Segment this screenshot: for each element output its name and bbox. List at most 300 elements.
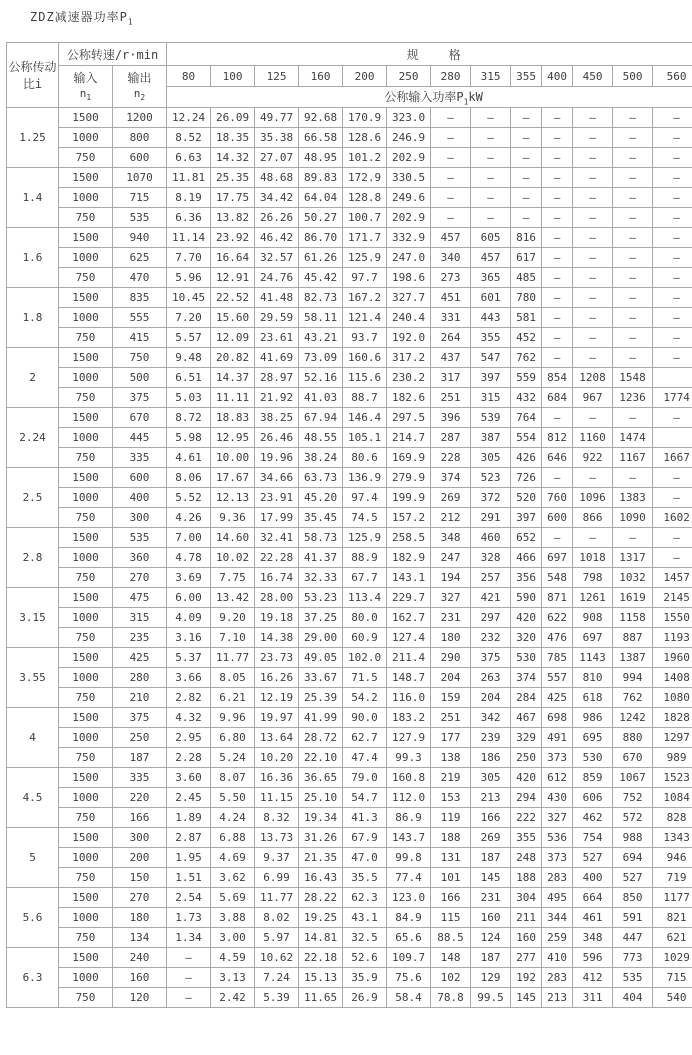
power-value-cell: — xyxy=(573,108,613,128)
power-value-cell: — xyxy=(613,148,653,168)
size-column-header: 80 xyxy=(167,66,211,87)
power-value-cell: 5.37 xyxy=(167,648,211,668)
power-value-cell: 138 xyxy=(431,748,471,768)
power-value-cell: 348 xyxy=(431,528,471,548)
power-value-cell: 535 xyxy=(613,968,653,988)
output-speed-cell: 600 xyxy=(113,148,167,168)
power-value-cell: 258.5 xyxy=(387,528,431,548)
power-value-cell: 123.0 xyxy=(387,888,431,908)
power-value-cell: 32.41 xyxy=(255,528,299,548)
power-value-cell: 99.5 xyxy=(471,988,511,1008)
power-value-cell: 554 xyxy=(511,428,542,448)
power-value-cell: 9.36 xyxy=(211,508,255,528)
power-value-cell: 1317 xyxy=(613,548,653,568)
power-value-cell: 495 xyxy=(542,888,573,908)
power-value-cell: 887 xyxy=(613,628,653,648)
power-value-cell: 1158 xyxy=(613,608,653,628)
output-speed-cell: 210 xyxy=(113,688,167,708)
power-value-cell: 1236 xyxy=(613,388,653,408)
power-value-cell: 43.21 xyxy=(299,328,343,348)
ratio-column-header xyxy=(7,43,59,108)
power-value-cell: 119 xyxy=(431,808,471,828)
table-row xyxy=(7,188,692,208)
output-label: 输出 xyxy=(128,71,152,85)
power-value-cell: 523 xyxy=(471,468,511,488)
power-value-cell: — xyxy=(653,228,692,248)
output-speed-cell: 470 xyxy=(113,268,167,288)
power-value-cell: 73.09 xyxy=(299,348,343,368)
output-speed-cell: 670 xyxy=(113,408,167,428)
table-row xyxy=(7,228,692,248)
power-table-body xyxy=(7,108,692,1008)
power-value-cell: 1408 xyxy=(653,668,692,688)
power-value-cell: — xyxy=(542,208,573,228)
power-value-cell: 41.3 xyxy=(343,808,387,828)
ratio-cell: 1.8 xyxy=(7,288,59,348)
output-speed-cell: 400 xyxy=(113,488,167,508)
power-value-cell: — xyxy=(431,188,471,208)
output-speed-cell: 300 xyxy=(113,828,167,848)
power-value-cell: 11.77 xyxy=(211,648,255,668)
power-value-cell: 177 xyxy=(431,728,471,748)
power-value-cell: 1193 xyxy=(653,628,692,648)
power-value-cell: 48.55 xyxy=(299,428,343,448)
power-value-cell: 1960 xyxy=(653,648,692,668)
output-speed-cell: 600 xyxy=(113,468,167,488)
input-speed-cell: 1000 xyxy=(59,488,113,508)
power-value-cell: — xyxy=(573,208,613,228)
power-value-cell: 26.46 xyxy=(255,428,299,448)
power-value-cell: 1018 xyxy=(573,548,613,568)
power-value-cell: 231 xyxy=(431,608,471,628)
power-value-cell: 35.5 xyxy=(343,868,387,888)
power-value-cell: 652 xyxy=(511,528,542,548)
power-value-cell: 21.35 xyxy=(299,848,343,868)
power-value-cell: 99.8 xyxy=(387,848,431,868)
power-value-cell: 10.45 xyxy=(167,288,211,308)
power-value-cell: 452 xyxy=(511,328,542,348)
power-value-cell: 330.5 xyxy=(387,168,431,188)
table-row xyxy=(7,468,692,488)
power-value-cell: 105.1 xyxy=(343,428,387,448)
power-value-cell: 355 xyxy=(511,828,542,848)
output-speed-cell: 625 xyxy=(113,248,167,268)
power-value-cell: — xyxy=(542,148,573,168)
power-value-cell: 32.5 xyxy=(343,928,387,948)
output-speed-cell: 940 xyxy=(113,228,167,248)
power-value-cell: 182.9 xyxy=(387,548,431,568)
power-value-cell: 1523 xyxy=(653,768,692,788)
input-speed-cell: 750 xyxy=(59,268,113,288)
power-value-cell: — xyxy=(542,168,573,188)
output-speed-cell: 415 xyxy=(113,328,167,348)
power-value-cell: 1067 xyxy=(613,768,653,788)
power-value-cell: 199.9 xyxy=(387,488,431,508)
input-speed-cell: 1500 xyxy=(59,588,113,608)
power-value-cell: — xyxy=(613,128,653,148)
input-speed-cell: 1000 xyxy=(59,548,113,568)
power-value-cell: 290 xyxy=(431,648,471,668)
power-value-cell: 283 xyxy=(542,968,573,988)
power-value-cell: 7.70 xyxy=(167,248,211,268)
power-value-cell: — xyxy=(653,188,692,208)
power-value-cell: 2.28 xyxy=(167,748,211,768)
power-value-cell: 6.00 xyxy=(167,588,211,608)
power-value-cell: 187 xyxy=(471,948,511,968)
power-value-cell: 37.25 xyxy=(299,608,343,628)
power-value-cell: 1550 xyxy=(653,608,692,628)
power-value-cell: 1774 xyxy=(653,388,692,408)
size-column-header: 280 xyxy=(431,66,471,87)
power-value-cell: 112.0 xyxy=(387,788,431,808)
power-value-cell: 420 xyxy=(511,608,542,628)
power-value-cell: 58.4 xyxy=(387,988,431,1008)
ratio-cell: 2.5 xyxy=(7,468,59,528)
power-value-cell: 162.7 xyxy=(387,608,431,628)
power-value-cell: 12.13 xyxy=(211,488,255,508)
power-value-cell: 65.6 xyxy=(387,928,431,948)
power-value-cell: 11.65 xyxy=(299,988,343,1008)
power-value-cell: 828 xyxy=(653,808,692,828)
power-rating-table xyxy=(6,42,692,1008)
power-value-cell: 2.87 xyxy=(167,828,211,848)
power-value-cell: 1667 xyxy=(653,448,692,468)
ratio-cell: 2.24 xyxy=(7,408,59,468)
power-value-cell: 186 xyxy=(471,748,511,768)
table-row xyxy=(7,568,692,588)
power-value-cell: 397 xyxy=(511,508,542,528)
power-value-cell: 304 xyxy=(511,888,542,908)
power-value-cell: 204 xyxy=(471,688,511,708)
power-value-cell: 4.69 xyxy=(211,848,255,868)
power-value-cell: 328 xyxy=(471,548,511,568)
power-value-cell: — xyxy=(613,208,653,228)
power-value-cell: 11.81 xyxy=(167,168,211,188)
output-speed-cell: 160 xyxy=(113,968,167,988)
output-speed-cell: 750 xyxy=(113,348,167,368)
table-row xyxy=(7,128,692,148)
power-value-cell: 404 xyxy=(613,988,653,1008)
table-row xyxy=(7,728,692,748)
table-row xyxy=(7,648,692,668)
power-value-cell: 548 xyxy=(542,568,573,588)
table-row xyxy=(7,608,692,628)
power-value-cell: 400 xyxy=(573,868,613,888)
power-value-cell: 752 xyxy=(613,788,653,808)
power-value-cell: — xyxy=(471,188,511,208)
power-value-cell: 25.35 xyxy=(211,168,255,188)
power-value-cell: 11.14 xyxy=(167,228,211,248)
power-value-cell: 82.73 xyxy=(299,288,343,308)
power-value-cell: 287 xyxy=(431,428,471,448)
size-column-header: 560 xyxy=(653,66,692,87)
power-value-cell: 697 xyxy=(573,628,613,648)
power-value-cell: 331 xyxy=(431,308,471,328)
power-value-cell: 34.42 xyxy=(255,188,299,208)
output-speed-cell: 200 xyxy=(113,848,167,868)
power-value-cell: 63.73 xyxy=(299,468,343,488)
table-row xyxy=(7,368,692,388)
input-speed-cell: 1500 xyxy=(59,528,113,548)
power-value-cell: 485 xyxy=(511,268,542,288)
power-value-cell: 1.95 xyxy=(167,848,211,868)
power-value-cell: — xyxy=(653,288,692,308)
power-value-cell: 329 xyxy=(511,728,542,748)
power-value-cell: 11.15 xyxy=(255,788,299,808)
power-value-cell: 115.6 xyxy=(343,368,387,388)
table-row xyxy=(7,248,692,268)
power-value-cell: 46.42 xyxy=(255,228,299,248)
output-speed-cell: 555 xyxy=(113,308,167,328)
power-value-cell: 437 xyxy=(431,348,471,368)
table-row xyxy=(7,828,692,848)
output-speed-cell: 280 xyxy=(113,668,167,688)
power-value-cell: 124 xyxy=(471,928,511,948)
power-value-cell: 16.64 xyxy=(211,248,255,268)
power-value-cell: — xyxy=(511,128,542,148)
power-value-cell: 239 xyxy=(471,728,511,748)
power-value-cell: 160 xyxy=(511,928,542,948)
input-speed-cell: 1000 xyxy=(59,128,113,148)
power-value-cell: — xyxy=(542,528,573,548)
power-value-cell: 6.63 xyxy=(167,148,211,168)
power-value-cell: 340 xyxy=(431,248,471,268)
power-value-cell: — xyxy=(511,168,542,188)
power-value-cell: 13.82 xyxy=(211,208,255,228)
output-speed-cell: 315 xyxy=(113,608,167,628)
power-value-cell: 100.7 xyxy=(343,208,387,228)
power-value-cell: 80.6 xyxy=(343,448,387,468)
power-value-cell: 143.7 xyxy=(387,828,431,848)
power-value-cell: 15.60 xyxy=(211,308,255,328)
power-value-cell: 31.26 xyxy=(299,828,343,848)
power-value-cell: 26.9 xyxy=(343,988,387,1008)
power-value-cell: 25.10 xyxy=(299,788,343,808)
power-unit-header: 公称输入功率$P_1kW$ xyxy=(167,87,692,108)
ratio-cell: 6.3 xyxy=(7,948,59,1008)
table-row xyxy=(7,668,692,688)
power-value-cell: — xyxy=(542,328,573,348)
input-speed-cell: 1000 xyxy=(59,608,113,628)
power-value-cell: — xyxy=(542,248,573,268)
power-value-cell: 67.9 xyxy=(343,828,387,848)
input-speed-cell: 750 xyxy=(59,328,113,348)
power-value-cell: 596 xyxy=(573,948,613,968)
power-value-cell: 11.77 xyxy=(255,888,299,908)
output-speed-cell: 500 xyxy=(113,368,167,388)
input-speed-cell: 1000 xyxy=(59,968,113,988)
power-value-cell: 11.11 xyxy=(211,388,255,408)
power-value-cell: 41.03 xyxy=(299,388,343,408)
power-value-cell: — xyxy=(573,288,613,308)
power-value-cell: 240.4 xyxy=(387,308,431,328)
power-value-cell: — xyxy=(653,488,692,508)
power-value-cell: 52.16 xyxy=(299,368,343,388)
power-value-cell: 145 xyxy=(471,868,511,888)
ratio-cell: 4 xyxy=(7,708,59,768)
power-value-cell: 160 xyxy=(471,908,511,928)
power-value-cell: 3.60 xyxy=(167,768,211,788)
power-value-cell: 7.24 xyxy=(255,968,299,988)
ratio-cell: 3.55 xyxy=(7,648,59,708)
power-value-cell: — xyxy=(613,328,653,348)
power-value-cell: 305 xyxy=(471,768,511,788)
power-value-cell: — xyxy=(613,248,653,268)
table-row xyxy=(7,748,692,768)
power-value-cell: 646 xyxy=(542,448,573,468)
power-value-cell: 425 xyxy=(542,688,573,708)
power-value-cell: 211.4 xyxy=(387,648,431,668)
power-value-cell: 4.59 xyxy=(211,948,255,968)
power-value-cell: 327 xyxy=(431,588,471,608)
table-row xyxy=(7,808,692,828)
power-value-cell: 67.7 xyxy=(343,568,387,588)
power-value-cell: 1343 xyxy=(653,828,692,848)
power-value-cell: 1548 xyxy=(613,368,653,388)
power-value-cell: — xyxy=(542,288,573,308)
power-value-cell: 5.39 xyxy=(255,988,299,1008)
power-value-cell: 348 xyxy=(573,928,613,948)
output-speed-cell: 134 xyxy=(113,928,167,948)
table-row xyxy=(7,448,692,468)
power-value-cell: 989 xyxy=(653,748,692,768)
power-value-cell: 410 xyxy=(542,948,573,968)
table-row xyxy=(7,108,692,128)
power-value-cell: 129 xyxy=(471,968,511,988)
input-speed-cell: 1500 xyxy=(59,168,113,188)
power-value-cell: 128.6 xyxy=(343,128,387,148)
power-value-cell: 443 xyxy=(471,308,511,328)
power-value-cell: 19.97 xyxy=(255,708,299,728)
power-value-cell: 23.61 xyxy=(255,328,299,348)
power-value-cell: 169.9 xyxy=(387,448,431,468)
input-speed-cell: 1000 xyxy=(59,428,113,448)
power-value-cell: 86.9 xyxy=(387,808,431,828)
power-value-cell: 202.9 xyxy=(387,148,431,168)
output-speed-cell: 375 xyxy=(113,388,167,408)
ratio-cell: 2 xyxy=(7,348,59,408)
power-value-cell: 192 xyxy=(511,968,542,988)
output-speed-cell: 535 xyxy=(113,208,167,228)
power-value-cell: 88.5 xyxy=(431,928,471,948)
power-value-cell: 317.2 xyxy=(387,348,431,368)
power-value-cell: 58.11 xyxy=(299,308,343,328)
power-value-cell: 291 xyxy=(471,508,511,528)
power-value-cell: 527 xyxy=(573,848,613,868)
power-value-cell: 695 xyxy=(573,728,613,748)
power-value-cell: — xyxy=(573,248,613,268)
power-value-cell: 715 xyxy=(653,968,692,988)
output-speed-cell: 835 xyxy=(113,288,167,308)
power-value-cell: 3.62 xyxy=(211,868,255,888)
power-value-cell: 396 xyxy=(431,408,471,428)
power-value-cell: 297 xyxy=(471,608,511,628)
power-value-cell: — xyxy=(653,408,692,428)
power-value-cell: 19.25 xyxy=(299,908,343,928)
power-value-cell: 99.3 xyxy=(387,748,431,768)
power-value-cell: 373 xyxy=(542,748,573,768)
input-symbol: $n_1$ xyxy=(80,87,91,100)
power-value-cell: — xyxy=(653,208,692,228)
input-speed-cell: 1000 xyxy=(59,908,113,928)
power-value-cell: 16.36 xyxy=(255,768,299,788)
power-value-cell: 780 xyxy=(511,288,542,308)
power-value-cell: 15.13 xyxy=(299,968,343,988)
output-speed-cell: 180 xyxy=(113,908,167,928)
power-value-cell: 14.81 xyxy=(299,928,343,948)
size-column-header: 160 xyxy=(299,66,343,87)
power-value-cell: 762 xyxy=(613,688,653,708)
power-value-cell: 8.02 xyxy=(255,908,299,928)
power-value-cell: 62.3 xyxy=(343,888,387,908)
table-row xyxy=(7,768,692,788)
power-value-cell: 136.9 xyxy=(343,468,387,488)
power-value-cell: 283 xyxy=(542,868,573,888)
table-row xyxy=(7,628,692,648)
power-value-cell: 4.32 xyxy=(167,708,211,728)
power-value-cell: — xyxy=(542,268,573,288)
power-value-cell: 166 xyxy=(431,888,471,908)
power-value-cell: — xyxy=(653,528,692,548)
power-value-cell: 97.4 xyxy=(343,488,387,508)
power-value-cell: — xyxy=(431,108,471,128)
power-value-cell: 62.7 xyxy=(343,728,387,748)
power-value-cell: 35.38 xyxy=(255,128,299,148)
power-value-cell: 1383 xyxy=(613,488,653,508)
power-value-cell: 374 xyxy=(431,468,471,488)
power-value-cell: 9.96 xyxy=(211,708,255,728)
ratio-cell: 1.25 xyxy=(7,108,59,168)
power-value-cell: 26.26 xyxy=(255,208,299,228)
power-value-cell: 14.60 xyxy=(211,528,255,548)
power-value-cell: 121.4 xyxy=(343,308,387,328)
power-value-cell: 311 xyxy=(573,988,613,1008)
power-value-cell: 12.91 xyxy=(211,268,255,288)
power-value-cell: — xyxy=(653,268,692,288)
power-value-cell: — xyxy=(613,348,653,368)
ratio-cell: 3.15 xyxy=(7,588,59,648)
power-value-cell: 18.83 xyxy=(211,408,255,428)
power-value-cell: 460 xyxy=(471,528,511,548)
input-speed-cell: 1500 xyxy=(59,828,113,848)
power-value-cell: 461 xyxy=(573,908,613,928)
power-value-cell: 2.82 xyxy=(167,688,211,708)
power-value-cell: 3.13 xyxy=(211,968,255,988)
power-value-cell: — xyxy=(471,168,511,188)
power-value-cell: 232 xyxy=(471,628,511,648)
power-value-cell: 60.9 xyxy=(343,628,387,648)
power-value-cell: 202.9 xyxy=(387,208,431,228)
output-speed-cell: 1070 xyxy=(113,168,167,188)
power-value-cell: 32.33 xyxy=(299,568,343,588)
table-row xyxy=(7,488,692,508)
power-value-cell: 3.00 xyxy=(211,928,255,948)
power-value-cell: 213 xyxy=(471,788,511,808)
power-value-cell: — xyxy=(573,228,613,248)
power-value-cell: 539 xyxy=(471,408,511,428)
power-value-cell: — xyxy=(542,188,573,208)
power-value-cell: 617 xyxy=(511,248,542,268)
power-value-cell: 798 xyxy=(573,568,613,588)
power-value-cell: 684 xyxy=(542,388,573,408)
table-row xyxy=(7,148,692,168)
power-value-cell: — xyxy=(653,548,692,568)
power-value-cell: 859 xyxy=(573,768,613,788)
power-value-cell: 214.7 xyxy=(387,428,431,448)
ratio-cell: 5.6 xyxy=(7,888,59,948)
power-value-cell: 213 xyxy=(542,988,573,1008)
power-value-cell: 430 xyxy=(542,788,573,808)
